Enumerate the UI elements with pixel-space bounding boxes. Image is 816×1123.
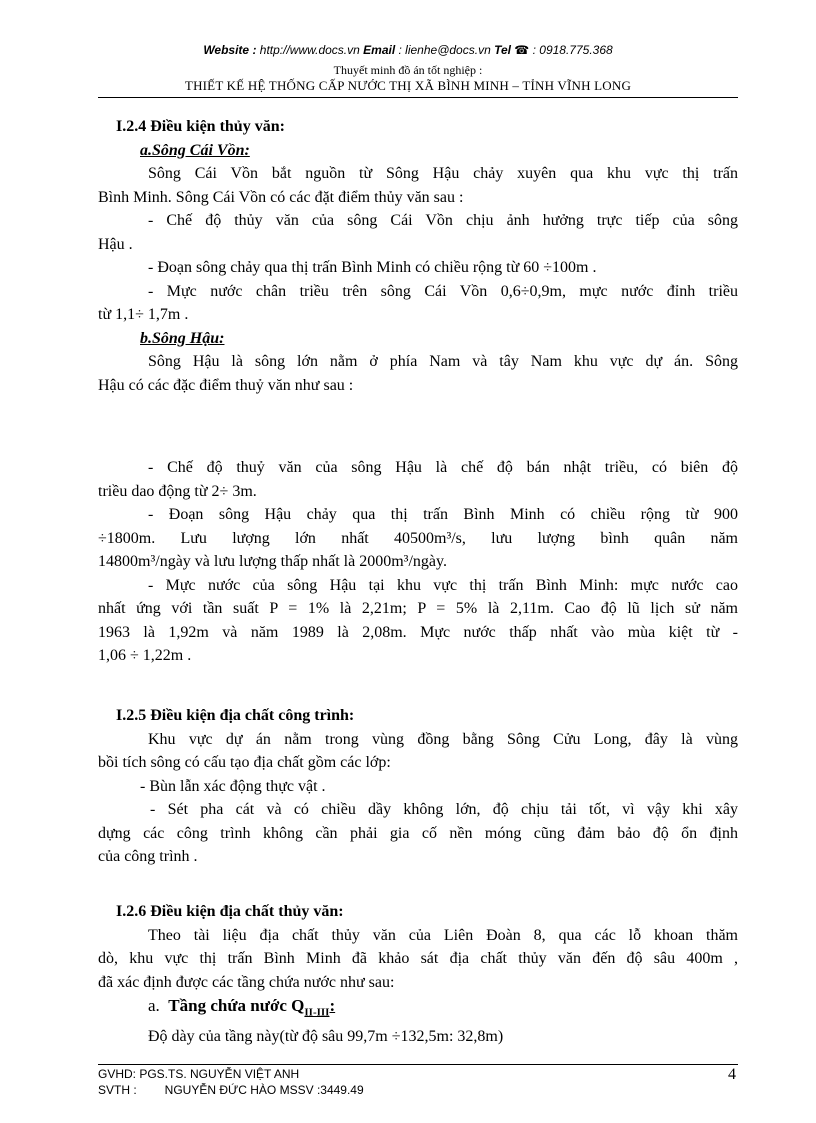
paragraph-line: 1963 là 1,92m và năm 1989 là 2,08m. Mực nước thấp nhất vào mùa kiệt từ - — [98, 623, 738, 641]
paragraph-line: Hậu có các đặc điểm thuỷ văn như sau : — [98, 376, 354, 394]
footer-svth — [98, 1083, 364, 1097]
section-heading: I.2.5 Điều kiện địa chất công trình: — [116, 707, 355, 724]
item-title: Tầng chứa nước Q — [168, 996, 305, 1015]
footer-divider — [98, 1064, 738, 1065]
section-1-2-5 — [98, 704, 738, 869]
bullet-line: - Đoạn sông chảy qua thị trấn Bình Minh có chiều rộng từ 60 ÷100m . — [148, 259, 597, 276]
section-heading: I.2.6 Điều kiện địa chất thủy văn: — [116, 903, 344, 920]
doc-title: THIẾT KẾ HỆ THỐNG CẤP NƯỚC THỊ XÃ BÌNH MINH – TỈNH VĨNH LONG — [184, 78, 632, 93]
paragraph-line: dựng các công trình không cần phải gia cố nền móng cũng đảm bảo độ ổn định — [98, 824, 738, 842]
website-header — [0, 43, 816, 57]
bullet-line: - Đoạn sông Hậu chảy qua thị trấn Bình Minh có chiều rộng từ 900 — [148, 506, 738, 523]
paragraph-line: bồi tích sông có cấu tạo địa chất gồm các lớp: — [98, 754, 391, 771]
paragraph-line: của công trình . — [98, 848, 198, 865]
paragraph-line: Sông Cái Vồn bắt nguồn từ Sông Hậu chảy xuyên qua khu vực thị trấn — [148, 165, 738, 182]
page-number: 4 — [728, 1066, 736, 1083]
section-1-2-6 — [98, 900, 738, 1048]
list-item-a — [98, 994, 738, 1025]
paragraph-line: Khu vực dự án nằm trong vùng đồng bằng Sông Cửu Long, đây là vùng — [148, 730, 738, 748]
section-heading: I.2.4 Điều kiện thủy văn: — [116, 118, 285, 135]
paragraph-line: 14800m³/ngày và lưu lượng thấp nhất là 2000m³/ngày. — [98, 553, 447, 570]
svth-label: SVTH : — [98, 1083, 137, 1097]
footer-gvhd: GVHD: PGS.TS. NGUYỄN VIỆT ANH — [98, 1067, 300, 1081]
paragraph-line: đã xác định được các tầng chứa nước như sau: — [98, 973, 395, 991]
bullet-line: - Chế độ thủy văn của sông Cái Vồn chịu ảnh hưởng trực tiếp của sông — [148, 212, 738, 229]
doc-type: Thuyết minh đồ án tốt nghiệp : — [333, 63, 483, 77]
email-value[interactable]: : lienhe@docs.vn — [395, 43, 495, 57]
subsection-title: b.Sông Hậu: — [140, 329, 225, 347]
paragraph-line: 1,06 ÷ 1,22m . — [98, 647, 192, 664]
paragraph-line: triều dao động từ 2÷ 3m. — [98, 482, 257, 500]
email-label: Email — [363, 43, 396, 57]
paragraph-line: nhất ứng với tần suất P = 1% là 2,21m; P = 5% là 2,11m. Cao độ lũ lịch sử năm — [98, 600, 738, 617]
list-marker: a. — [148, 996, 169, 1015]
section-1-2-4 — [98, 115, 738, 397]
paragraph-line: Hậu . — [98, 235, 133, 253]
paragraph-line: Sông Hậu là sông lớn nằm ở phía Nam và tây Nam khu vực dự án. Sông — [148, 353, 738, 370]
bullet-line: - Bùn lẫn xác động thực vật . — [140, 777, 326, 795]
paragraph-line: Theo tài liệu địa chất thủy văn của Liên Đoàn 8, qua các lỗ khoan thăm — [148, 926, 738, 944]
tel-label: Tel ☎ — [494, 43, 530, 57]
bullet-line: - Chế độ thuỷ văn của sông Hậu là chế độ bán nhật triều, có biên độ — [148, 459, 738, 476]
bullet-line: - Mực nước chân triều trên sông Cái Vồn 0,6÷0,9m, mực nước đỉnh triều — [148, 282, 738, 300]
section-1-2-4-continued — [98, 456, 738, 668]
bullet-line: - Mực nước của sông Hậu tại khu vực thị trấn Bình Minh: mực nước cao — [148, 576, 738, 594]
item-colon: : — [329, 996, 336, 1015]
item-subscript: II-III — [304, 1006, 330, 1019]
tel-value: : 0918.775.368 — [529, 43, 613, 57]
paragraph-line: Độ dày của tầng này(từ độ sâu 99,7m ÷132,5m: 32,8m) — [148, 1027, 504, 1045]
paragraph-line: ÷1800m. Lưu lượng lớn nhất 40500m³/s, lưu lượng bình quân năm — [98, 529, 738, 547]
header-divider — [98, 97, 738, 98]
bullet-line: - Sét pha cát và có chiều dầy không lớn, độ chịu tải tốt, vì vậy khi xây — [150, 801, 738, 818]
subsection-title: a.Sông Cái Vồn: — [140, 141, 250, 159]
paragraph-line: Bình Minh. Sông Cái Vồn có các đặt điểm thủy văn sau : — [98, 188, 464, 206]
paragraph-line: dò, khu vực thị trấn Bình Minh đã khảo sát địa chất thủy văn đến độ sâu 400m , — [98, 950, 738, 967]
svth-value: NGUYỄN ĐỨC HÀO MSSV :3449.49 — [164, 1083, 364, 1097]
website-url[interactable]: http://www.docs.vn — [256, 43, 364, 57]
website-label: Website : — [203, 43, 257, 57]
paragraph-line: từ 1,1÷ 1,7m . — [98, 306, 189, 323]
